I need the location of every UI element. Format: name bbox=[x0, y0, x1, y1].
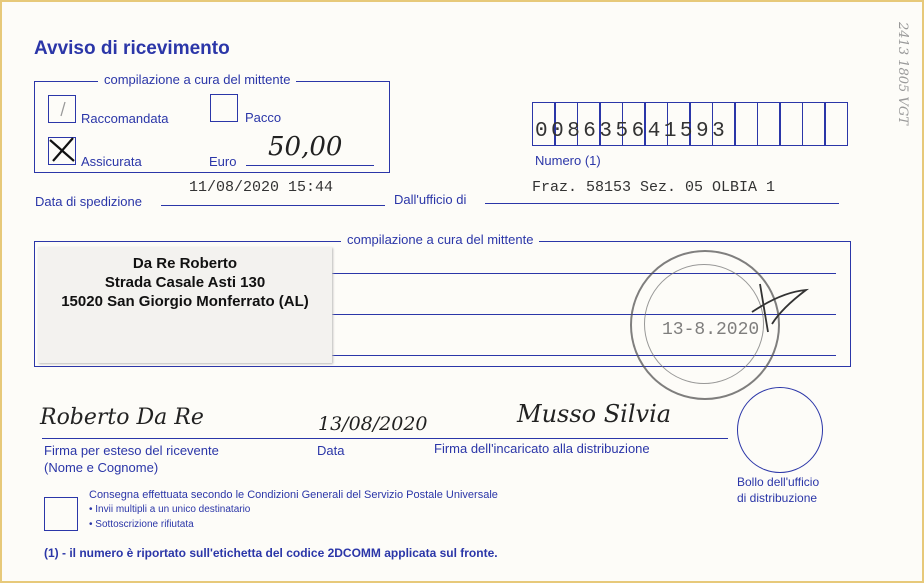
firma-ricevente-label: Firma per esteso del ricevente bbox=[44, 443, 219, 458]
recipient-name: Da Re Roberto bbox=[132, 255, 238, 272]
sender-legend: compilazione a cura del mittente bbox=[98, 72, 296, 87]
form-title: Avviso di ricevimento bbox=[34, 38, 230, 59]
recipient-street: Strada Casale Asti 130 bbox=[104, 274, 266, 291]
firma-incaricato-value: Musso Silvia bbox=[517, 400, 672, 428]
firma-line bbox=[42, 438, 728, 439]
euro-label: Euro bbox=[209, 154, 237, 169]
data-label: Data bbox=[317, 443, 345, 458]
stamp-scribble-icon bbox=[742, 272, 812, 342]
dall-ufficio-label: Dall'ufficio di bbox=[394, 192, 467, 207]
address-label bbox=[38, 247, 332, 363]
data-consegna-value: 13/08/2020 bbox=[318, 413, 428, 435]
opt-sottoscrizione: • Sottoscrizione rifiutata bbox=[89, 519, 194, 530]
tick-mark-icon bbox=[49, 96, 75, 122]
firma-ricevente-value: Roberto Da Re bbox=[40, 405, 204, 430]
dall-ufficio-value: Fraz. 58153 Sez. 05 OLBIA 1 bbox=[532, 179, 776, 196]
assicurata-label: Assicurata bbox=[81, 154, 142, 169]
bollo-circle bbox=[737, 387, 823, 473]
bollo-label-2: di distribuzione bbox=[737, 491, 818, 505]
footnote: (1) - il numero è riportato sull'etichetta del codice 2DCOMM applicata sul fronte. bbox=[44, 546, 498, 560]
recipient-legend: compilazione a cura del mittente bbox=[341, 232, 539, 247]
euro-value[interactable]: 50,00 bbox=[268, 132, 343, 162]
consegna-text: Consegna effettuata secondo le Condizioni Generali del Servizio Postale Universale bbox=[89, 489, 498, 501]
bollo-label-1: Bollo dell'ufficio bbox=[737, 475, 820, 489]
euro-line bbox=[246, 165, 374, 166]
data-spedizione-value: 11/08/2020 15:44 bbox=[189, 179, 334, 196]
cross-mark-icon bbox=[47, 134, 77, 164]
assicurata-checkbox[interactable] bbox=[48, 137, 76, 165]
recipient-city: 15020 San Giorgio Monferrato (AL) bbox=[61, 293, 309, 310]
postmark-date: 13-8.2020 bbox=[662, 320, 760, 340]
opt-invii-multipli: • Invii multipli a un unico destinatario bbox=[89, 504, 251, 515]
pacco-label: Pacco bbox=[245, 110, 282, 125]
side-handwritten-note: 2413 1805 VGT bbox=[895, 22, 910, 125]
numero-value: 008635641593 bbox=[535, 120, 729, 143]
nome-cognome-label: (Nome e Cognome) bbox=[44, 460, 159, 475]
data-spedizione-line bbox=[161, 205, 385, 206]
dall-ufficio-line bbox=[485, 203, 839, 204]
firma-incaricato-label: Firma dell'incaricato alla distribuzione bbox=[434, 441, 650, 456]
raccomandata-label: Raccomandata bbox=[81, 111, 169, 126]
raccomandata-checkbox[interactable] bbox=[48, 95, 76, 123]
numero-label: Numero (1) bbox=[535, 153, 601, 168]
consegna-checkbox[interactable] bbox=[44, 497, 78, 531]
pacco-checkbox[interactable] bbox=[210, 94, 238, 122]
data-spedizione-label: Data di spedizione bbox=[35, 194, 142, 209]
